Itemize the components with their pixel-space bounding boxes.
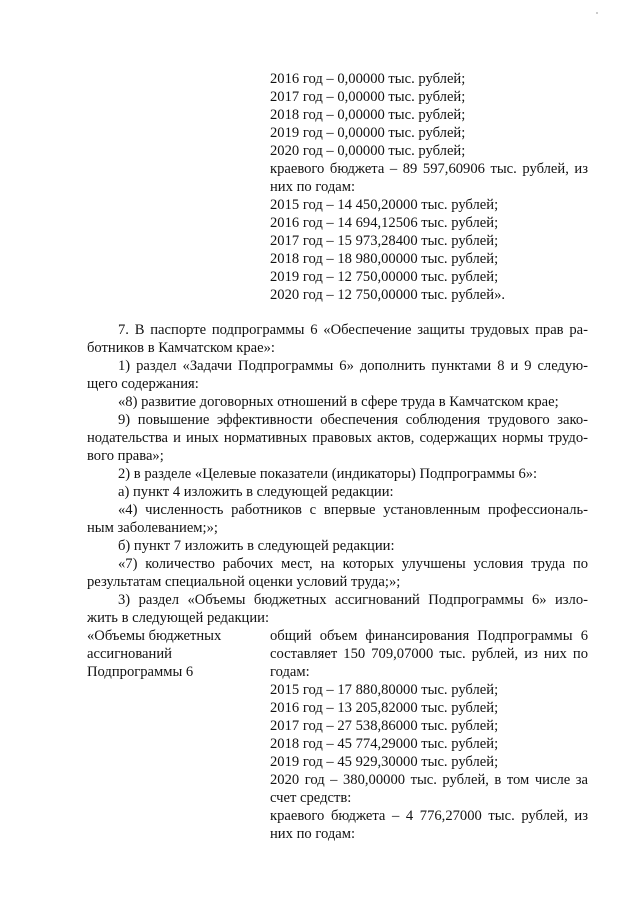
paragraph-line: 9) повышение эффективности обеспечения соблюдения трудового зако- bbox=[118, 412, 588, 428]
table-right-line: счет средств: bbox=[270, 790, 352, 806]
paragraph-line: «8) развитие договорных отношений в сфере труда в Камчатском крае; bbox=[118, 394, 559, 410]
paragraph-line: щего содержания: bbox=[87, 376, 199, 392]
table-right-line: 2018 год – 45 774,29000 тыс. рублей; bbox=[270, 736, 499, 752]
paragraph-line: 7. В паспорте подпрограммы 6 «Обеспечение защиты трудовых прав ра- bbox=[118, 322, 588, 338]
top-line: 2019 год – 12 750,00000 тыс. рублей; bbox=[270, 269, 499, 285]
scan-speck bbox=[596, 12, 598, 14]
table-right-line: общий объем финансирования Подпрограммы 6 bbox=[270, 628, 588, 644]
top-line: 2020 год – 0,00000 тыс. рублей; bbox=[270, 143, 466, 159]
top-line: краевого бюджета – 89 597,60906 тыс. рублей, из bbox=[270, 161, 588, 177]
paragraph-line: жить в следующей редакции: bbox=[87, 610, 270, 626]
paragraph-line: «4) численность работников с впервые установленным профессиональ- bbox=[118, 502, 588, 518]
table-right-line: 2016 год – 13 205,82000 тыс. рублей; bbox=[270, 700, 499, 716]
table-right-line: составляет 150 709,07000 тыс. рублей, из них по bbox=[270, 646, 588, 662]
table-right-line: них по годам: bbox=[270, 826, 356, 842]
paragraph-line: 1) раздел «Задачи Подпрограммы 6» дополнить пунктами 8 и 9 следую- bbox=[118, 358, 588, 374]
top-line: 2017 год – 15 973,28400 тыс. рублей; bbox=[270, 233, 499, 249]
paragraph-line: 3) раздел «Объемы бюджетных ассигнований Подпрограммы 6» изло- bbox=[118, 592, 588, 608]
top-line: 2018 год – 18 980,00000 тыс. рублей; bbox=[270, 251, 499, 267]
table-left-line: «Объемы бюджетных bbox=[87, 628, 222, 644]
paragraph-line: ботников в Камчатском крае»: bbox=[87, 340, 275, 356]
top-line: 2019 год – 0,00000 тыс. рублей; bbox=[270, 125, 466, 141]
table-left-line: ассигнований bbox=[87, 646, 172, 662]
top-line: них по годам: bbox=[270, 179, 356, 195]
table-right-line: 2020 год – 380,00000 тыс. рублей, в том числе за bbox=[270, 772, 588, 788]
table-left-line: Подпрограммы 6 bbox=[87, 664, 194, 680]
paragraph-line: вого права»; bbox=[87, 448, 164, 464]
table-right-line: 2017 год – 27 538,86000 тыс. рублей; bbox=[270, 718, 499, 734]
top-line: 2016 год – 14 694,12506 тыс. рублей; bbox=[270, 215, 499, 231]
top-line: 2017 год – 0,00000 тыс. рублей; bbox=[270, 89, 466, 105]
paragraph-line: нодательства и иных нормативных правовых актов, содержащих нормы трудо- bbox=[87, 430, 588, 446]
paragraph-line: результатам специальной оценки условий труда;»; bbox=[87, 574, 401, 590]
top-line: 2015 год – 14 450,20000 тыс. рублей; bbox=[270, 197, 499, 213]
paragraph-line: а) пункт 4 изложить в следующей редакции: bbox=[118, 484, 394, 500]
paragraph-line: 2) в разделе «Целевые показатели (индикаторы) Подпрограммы 6»: bbox=[118, 466, 538, 482]
table-right-line: 2019 год – 45 929,30000 тыс. рублей; bbox=[270, 754, 499, 770]
table-right-line: краевого бюджета – 4 776,27000 тыс. рублей, из bbox=[270, 808, 588, 824]
paragraph-line: ным заболеванием;»; bbox=[87, 520, 218, 536]
table-right-line: годам: bbox=[270, 664, 310, 680]
table-right-line: 2015 год – 17 880,80000 тыс. рублей; bbox=[270, 682, 499, 698]
top-line: 2020 год – 12 750,00000 тыс. рублей». bbox=[270, 287, 506, 303]
paragraph-line: «7) количество рабочих мест, на которых улучшены условия труда по bbox=[118, 556, 588, 572]
top-line: 2018 год – 0,00000 тыс. рублей; bbox=[270, 107, 466, 123]
paragraph-line: б) пункт 7 изложить в следующей редакции: bbox=[118, 538, 395, 554]
top-line: 2016 год – 0,00000 тыс. рублей; bbox=[270, 71, 466, 87]
